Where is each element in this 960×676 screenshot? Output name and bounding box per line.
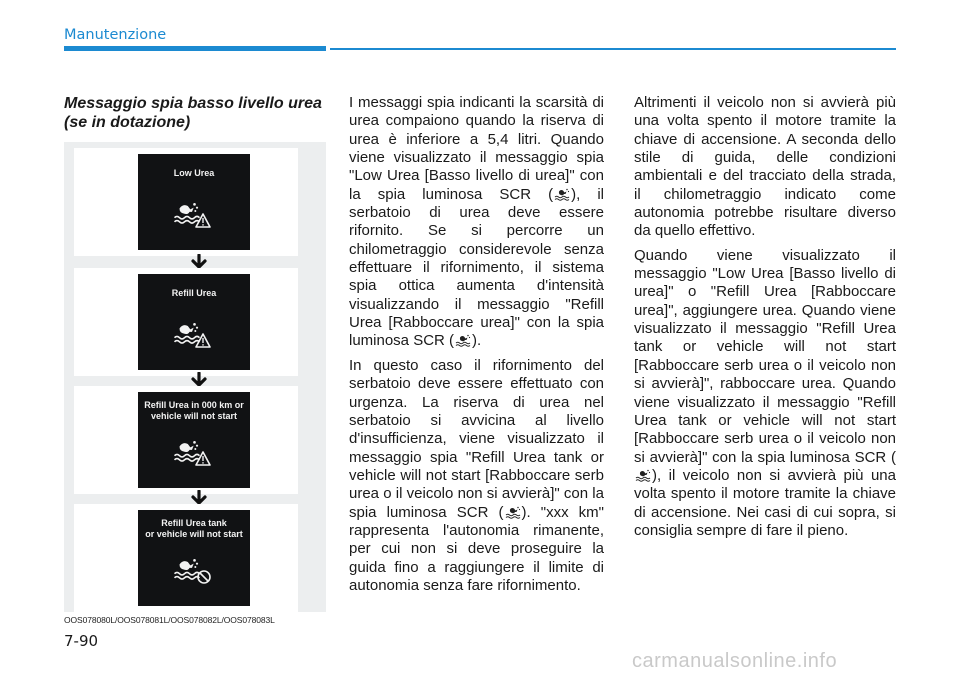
- scr-warning-light-icon: [454, 332, 472, 348]
- scr-warning-light-icon: [553, 186, 571, 202]
- screen-message-line-2: or vehicle will not start: [145, 529, 243, 539]
- screen-message: [138, 400, 250, 422]
- figure-panel-2: [74, 268, 298, 376]
- watermark: carmanualsonline.info: [632, 650, 838, 672]
- text-run: Quando viene visualizzato il messaggio "Low Urea [Basso livello di urea]" o "Refill Urea [Rabboccare urea]", aggiungere urea. Quando viene visualizzato il messaggio "Refill Urea tank or vehicle will not start [Rabboccare serb urea o il veicolo non si avvierà]", rabboccare urea. Quando viene visualizzato il messaggio "Refill Urea tank or vehicle will not start [Rabboccare serb urea o il veicolo non si avvierà]" con la spia luminosa SCR (: [634, 246, 896, 466]
- figure-caption: OOS078080L/OOS078081L/OOS078082L/OOS078083L: [64, 615, 275, 625]
- screen-message-line-1: Refill Urea tank: [161, 518, 227, 528]
- scr-warning-light-icon: [504, 504, 522, 520]
- screen-message: Refill Urea: [171, 288, 217, 298]
- screen-message: [138, 518, 250, 540]
- figure-panel-1: [74, 148, 298, 256]
- scr-warning-icon: [172, 196, 212, 230]
- text-run: ). "xxx km" rappresenta l'autonomia rimanente, per cui non si deve proseguire la guida fino a raggiungere il limite di autonomia senza fare rifornimento.: [349, 503, 604, 594]
- page-number: 7-90: [64, 632, 99, 650]
- header-rule-thin: [330, 48, 896, 50]
- scr-warning-light-icon: [634, 467, 652, 483]
- text-run: In questo caso il rifornimento del serbatoio deve essere effettuato con urgenza. La riserva di urea nel serbatoio si avvicina al livello d'insufficienza, viene visualizzato il messaggio spia "Refill Urea tank or vehicle will not start [Rabboccare serb urea o il veicolo non si avvierà]" con la spia luminosa SCR (: [349, 356, 604, 521]
- cluster-screen-low-urea: [138, 154, 250, 250]
- figure-panel-4: [74, 504, 298, 612]
- text-column-2: [349, 94, 604, 601]
- section-title: Manutenzione: [64, 27, 167, 43]
- text-run: ), il veicolo non si avvierà più una volta spento il motore tramite la chiave di accensione. Nei casi di cui sopra, si consiglia sempre di fare il pieno.: [634, 466, 896, 539]
- screen-message: Low Urea: [173, 168, 215, 178]
- scr-no-start-icon: [172, 552, 212, 586]
- paragraph: [349, 94, 604, 351]
- text-run: I messaggi spia indicanti la scarsità di urea compaiono quando la riserva di urea è inferiore a 5,4 litri. Quando viene visualizzato il messaggio spia "Low Urea [Basso livello di urea]" con la spia luminosa SCR (: [349, 94, 604, 203]
- subsection-title: Messaggio spia basso livello urea (se in dotazione): [64, 95, 322, 131]
- paragraph: Altrimenti il veicolo non si avvierà più una volta spento il motore tramite la chiave di accensione. A seconda dello stile di guida, delle condizioni ambientali e del tracciato della strada, il chilometraggio indicato come autonomia potrebbe risultare diverso da quello effettivo.: [634, 94, 896, 240]
- page-header: [0, 0, 960, 60]
- scr-warning-icon: [172, 316, 212, 350]
- figure-panel-3: [74, 386, 298, 494]
- screen-message-line-2: vehicle will not start: [150, 411, 238, 421]
- paragraph: [634, 247, 896, 541]
- text-run: ), il serbatoio di urea deve essere rifornito. Se si percorre un chilometraggio considerevole senza effettuare il rifornimento, il sistema spia ottica aumenta d'intensità visualizzando il messaggio "Refill Urea [Rabboccare urea]" con la spia luminosa SCR (: [349, 185, 604, 350]
- text-run: ).: [472, 332, 482, 350]
- scr-warning-icon: [172, 434, 212, 468]
- cluster-screen-refill-urea: [138, 274, 250, 370]
- text-column-3: [634, 94, 896, 546]
- header-rule-thick: [64, 46, 326, 51]
- cluster-screen-refill-urea-km: [138, 392, 250, 488]
- cluster-screen-vehicle-will-not-start: [138, 510, 250, 606]
- paragraph: [349, 357, 604, 595]
- screen-message-line-1: Refill Urea in 000 km or: [144, 400, 244, 410]
